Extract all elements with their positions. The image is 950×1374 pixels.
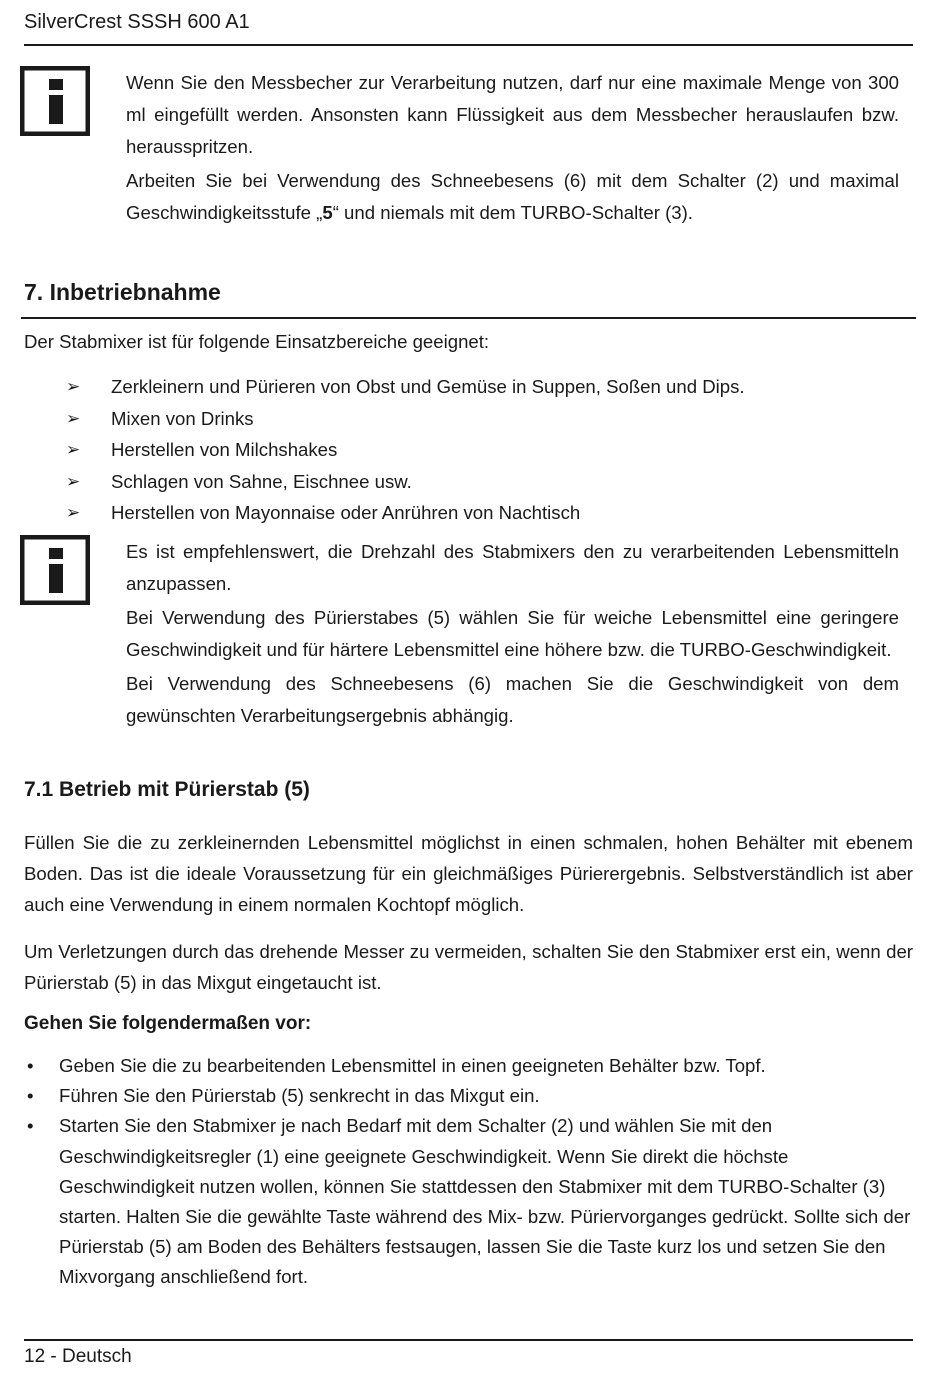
steps-list [24, 1051, 913, 1293]
step-item-text: Führen Sie den Pürierstab (5) senkrecht in das Mixgut ein. [59, 1085, 540, 1107]
list-item [66, 434, 745, 466]
step-item-text: Geben Sie die zu bearbeitenden Lebensmittel in einen geeigneten Behälter bzw. Topf. [59, 1055, 766, 1076]
list-item [66, 466, 745, 498]
note-1-paragraph-1: Wenn Sie den Messbecher zur Verarbeitung nutzen, darf nur eine maximale Menge von 300 ml eingefüllt werden. Ansonsten kann Flüssigkeit aus dem Messbecher herauslaufen bzw. herausspritzen. [126, 72, 899, 157]
step-item [24, 1081, 913, 1111]
page-header-title: SilverCrest SSSH 600 A1 [24, 11, 250, 33]
bullet-marker: • [27, 1055, 34, 1076]
usage-list [66, 371, 745, 529]
list-item-text: Zerkleinern und Pürieren von Obst und Gemüse in Suppen, Soßen und Dips. [111, 376, 745, 397]
info-icon [20, 66, 90, 136]
section-7-rule [21, 317, 916, 319]
bullet-marker: ➢ [66, 408, 81, 428]
list-item [66, 497, 745, 529]
note-2-paragraph-1: Es ist empfehlenswert, die Drehzahl des Stabmixers den zu verarbeitenden Lebensmitteln anzupassen. [126, 541, 899, 594]
step-item-text: Starten Sie den Stabmixer je nach Bedarf mit dem Schalter (2) und wählen Sie mit den Geschwindigkeitsregler (1) eine geeignete Geschwindigkeit. Wenn Sie direkt die höchste Geschwindigkeit nutzen wollen, können Sie stattdessen den Stabmixer mit dem TURBO-Schalter (3) starten. Halten Sie die gewählte Taste während des Mix- bzw. Püriervorganges gedrückt. Sollte sich der Pürierstab (5) am Boden des Behälters festsaugen, lassen Sie die Taste kurz los und setzen Sie den Mixvorgang anschließend fort. [59, 1115, 911, 1288]
section-7-1-heading: 7.1 Betrieb mit Pürierstab (5) [24, 778, 310, 801]
speed-level-value: 5 [322, 202, 333, 223]
footer-rule [24, 1339, 913, 1341]
bullet-marker: ➢ [66, 440, 81, 460]
bullet-marker: ➢ [66, 471, 81, 491]
note-2-paragraph-3: Bei Verwendung des Schneebesens (6) machen Sie die Geschwindigkeit von dem gewünschten Verarbeitungsergebnis abhängig. [126, 673, 899, 726]
bullet-marker: ➢ [66, 377, 81, 396]
list-item-text: Schlagen von Sahne, Eischnee usw. [111, 470, 412, 492]
list-item [66, 403, 745, 435]
note-1-paragraph-2: Arbeiten Sie bei Verwendung des Schneebesens (6) mit dem Schalter (2) und maximal Geschwindigkeitsstufe „5“ und niemals mit dem TURBO-Schalter (3). [126, 170, 899, 223]
header-rule [24, 44, 913, 46]
section-7-1-paragraph-2: Um Verletzungen durch das drehende Messer zu vermeiden, schalten Sie den Stabmixer erst ein, wenn der Pürierstab (5) in das Mixgut eingetaucht ist. [24, 941, 913, 993]
section-7-heading: 7. Inbetriebnahme [24, 279, 221, 305]
list-item-text: Herstellen von Milchshakes [111, 439, 338, 461]
step-item [24, 1051, 913, 1081]
bullet-marker: • [27, 1115, 34, 1137]
section-7-intro: Der Stabmixer ist für folgende Einsatzbereiche geeignet: [24, 331, 490, 352]
section-7-1-paragraph-1: Füllen Sie die zu zerkleinernden Lebensmittel möglichst in einen schmalen, hohen Behälter mit ebenem Boden. Das ist die ideale Voraussetzung für ein gleichmäßiges Pürierergebnis. Selbstverständlich ist aber auch eine Verwendung in einem normalen Kochtopf möglich. [24, 832, 913, 915]
note-box-1 [126, 67, 899, 231]
steps-heading: Gehen Sie folgendermaßen vor: [24, 1013, 312, 1034]
step-item [24, 1111, 913, 1292]
list-item-text: Herstellen von Mayonnaise oder Anrühren von Nachtisch [111, 502, 581, 524]
bullet-marker: ➢ [66, 503, 81, 523]
page-footer: 12 - Deutsch [24, 1346, 132, 1367]
note-box-2 [126, 536, 899, 734]
note-2-paragraph-2: Bei Verwendung des Pürierstabes (5) wählen Sie für weiche Lebensmittel eine geringere Geschwindigkeit und für härtere Lebensmittel eine höhere bzw. die TURBO-Geschwindigkeit. [126, 607, 899, 660]
list-item [66, 371, 745, 403]
bullet-marker: • [27, 1085, 34, 1107]
info-icon [20, 535, 90, 605]
list-item-text: Mixen von Drinks [111, 407, 254, 429]
